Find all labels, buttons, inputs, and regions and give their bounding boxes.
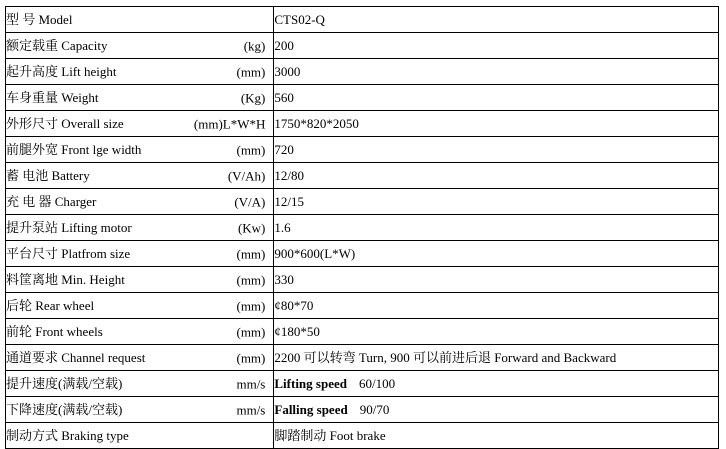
row-label: 额定载重 Capacity (kg): [6, 33, 274, 59]
row-value: 脚踏制动 Foot brake: [274, 423, 719, 449]
table-row: [6, 111, 719, 137]
table-row: [6, 215, 719, 241]
row-value: 200: [274, 33, 719, 59]
row-label: 型 号 Model: [6, 7, 274, 33]
row-label: 制动方式 Braking type: [6, 423, 274, 449]
row-label: 提升速度(满载/空载) mm/s: [6, 371, 274, 397]
row-label: 料筐离地 Min. Height (mm): [6, 267, 274, 293]
row-value: Lifting speed 60/100: [274, 371, 719, 397]
row-label: 提升泵站 Lifting motor (Kw): [6, 215, 274, 241]
table-row: [6, 7, 719, 33]
row-value: 12/15: [274, 189, 719, 215]
row-value: 3000: [274, 59, 719, 85]
row-label: 前轮 Front wheels (mm): [6, 319, 274, 345]
row-value: CTS02-Q: [274, 7, 719, 33]
row-label: 前腿外宽 Front lge width (mm): [6, 137, 274, 163]
row-value: 2200 可以转弯 Turn, 900 可以前进后退 Forward and Backward: [274, 345, 719, 371]
row-value: 1.6: [274, 215, 719, 241]
row-value: 12/80: [274, 163, 719, 189]
row-value: 560: [274, 85, 719, 111]
table-row: [6, 163, 719, 189]
row-value: ¢80*70: [274, 293, 719, 319]
row-label: 通道要求 Channel request (mm): [6, 345, 274, 371]
row-label: 起升高度 Lift height (mm): [6, 59, 274, 85]
row-label: 车身重量 Weight (Kg): [6, 85, 274, 111]
table-row: [6, 345, 719, 371]
row-label: 后轮 Rear wheel (mm): [6, 293, 274, 319]
table-row: [6, 371, 719, 397]
row-label: 蓄 电池 Battery (V/Ah): [6, 163, 274, 189]
table-row: [6, 293, 719, 319]
specification-table: [5, 6, 719, 449]
table-body: [6, 7, 719, 449]
row-label: 平台尺寸 Platfrom size (mm): [6, 241, 274, 267]
table-row: [6, 59, 719, 85]
table-row: [6, 267, 719, 293]
row-value: 900*600(L*W): [274, 241, 719, 267]
row-value-emphasis: Falling speed: [274, 402, 348, 417]
table-row: [6, 423, 719, 449]
row-label: 充 电 器 Charger (V/A): [6, 189, 274, 215]
row-value-emphasis: Lifting speed: [274, 376, 347, 391]
table-row: [6, 241, 719, 267]
table-row: [6, 397, 719, 423]
table-row: [6, 189, 719, 215]
row-value: 330: [274, 267, 719, 293]
row-value: 720: [274, 137, 719, 163]
row-label: 外形尺寸 Overall size (mm)L*W*H: [6, 111, 274, 137]
table-row: [6, 319, 719, 345]
table-row: [6, 85, 719, 111]
row-value: 1750*820*2050: [274, 111, 719, 137]
row-value: Falling speed 90/70: [274, 397, 719, 423]
table-row: [6, 33, 719, 59]
row-value: ¢180*50: [274, 319, 719, 345]
table-row: [6, 137, 719, 163]
row-label: 下降速度(满载/空载) mm/s: [6, 397, 274, 423]
